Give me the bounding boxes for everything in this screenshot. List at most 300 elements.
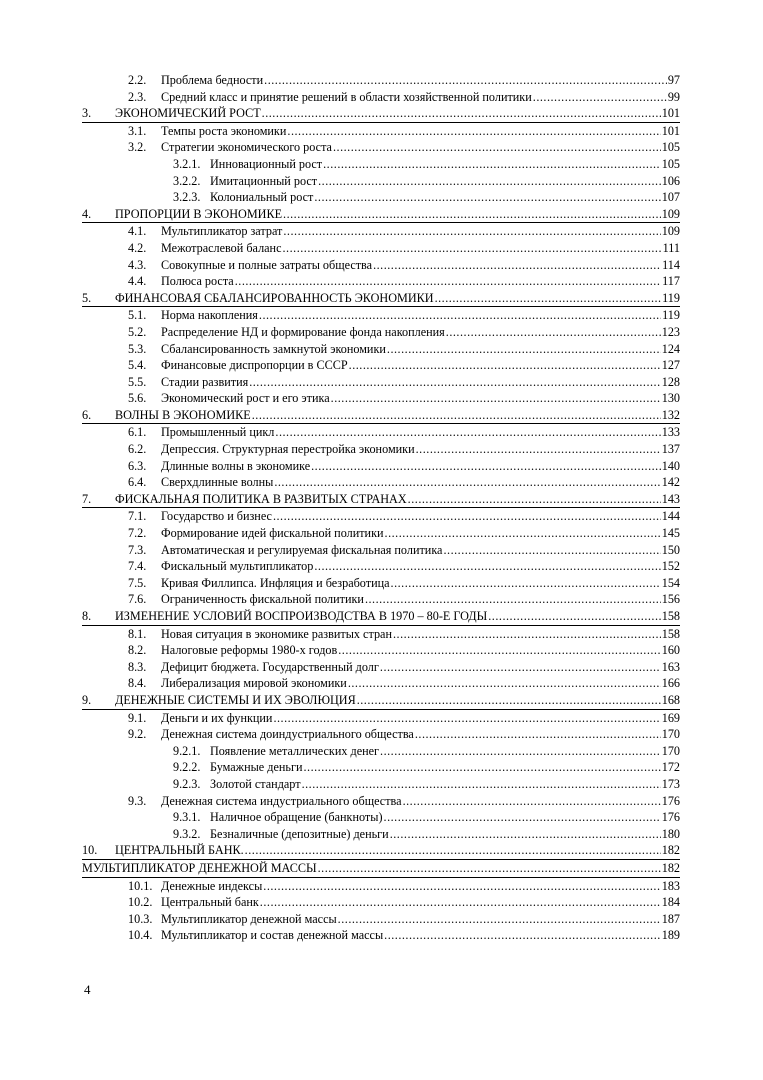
toc-entry[interactable] [82,860,680,878]
toc-entry-number: 9.2. [128,727,147,742]
toc-entry[interactable] [82,776,680,793]
toc-entry[interactable] [82,357,680,374]
toc-entry-page: 152 [661,559,680,574]
toc-entry-page: 109 [661,206,680,221]
dot-leader [443,542,660,559]
toc-entry[interactable] [82,189,680,206]
toc-entry-title: Бумажные деньги [210,760,303,775]
dot-leader [333,139,661,156]
toc-entry[interactable] [82,307,680,324]
toc-entry[interactable] [82,642,680,659]
dot-leader [348,675,661,692]
toc-entry[interactable] [82,842,680,860]
toc-entry-line [210,826,680,843]
toc-entry-title: Государство и бизнес [161,509,272,524]
toc-entry-number: 3.2.1. [173,156,201,171]
toc-entry[interactable] [82,558,680,575]
toc-entry-title: Золотой стандарт [210,776,301,791]
toc-entry-title: Появление металлических денег [210,743,380,758]
toc-entry-line [161,458,680,475]
toc-entry-line [115,692,680,709]
dot-leader [385,525,661,542]
dot-leader [488,608,660,625]
toc-entry[interactable] [82,139,680,156]
toc-entry-title: ЦЕНТРАЛЬНЫЙ БАНК. [115,843,244,858]
toc-entry[interactable] [82,390,680,407]
toc-entry[interactable] [82,759,680,776]
toc-entry[interactable] [82,324,680,341]
toc-entry-page: 137 [661,442,680,457]
dot-leader [365,591,661,608]
dot-leader [416,441,661,458]
toc-entry-page: 97 [667,73,680,87]
toc-entry-line [161,710,680,727]
toc-entry-line [210,156,680,173]
toc-entry-line [161,89,680,106]
dot-leader [262,105,661,122]
toc-entry-page: 142 [661,475,680,490]
toc-entry-title: Формирование идей фискальной политики [161,526,384,541]
toc-entry[interactable] [82,374,680,391]
toc-entry-page: 156 [661,592,680,607]
toc-entry-line [161,474,680,491]
toc-entry-page: 154 [661,575,680,590]
toc-entry-title: Новая ситуация в экономике развитых стран [161,626,392,641]
dot-leader [357,692,661,709]
toc-entry-title: Экономический рост и его этика [161,391,330,406]
toc-entry-number: 6.4. [128,475,147,490]
toc-entry-number: 9.3.2. [173,826,201,841]
toc-entry[interactable] [82,743,680,760]
toc-entry-line [210,809,680,826]
toc-entry-page: 183 [661,878,680,893]
toc-entry-line [115,842,680,859]
toc-entry-title: Налоговые реформы 1980-х годов [161,643,338,658]
toc-entry-number: 7.1. [128,509,147,524]
dot-leader [263,878,660,895]
toc-entry[interactable] [82,508,680,525]
dot-leader [274,474,660,491]
toc-entry-number: 3.2.2. [173,173,201,188]
toc-entry[interactable] [82,491,680,509]
toc-entry-line [161,123,680,140]
toc-entry[interactable] [82,826,680,843]
toc-entry-title: Ограниченность фискальной политики [161,592,364,607]
toc-entry-number: 8.1. [128,626,147,641]
toc-entry-title: Межотраслевой баланс [161,240,282,255]
toc-entry-page: 184 [661,895,680,910]
toc-entry[interactable] [82,575,680,592]
toc-entry-page: 170 [661,727,680,742]
toc-entry[interactable] [82,105,680,123]
toc-entry-line [210,173,680,190]
dot-leader [349,357,661,374]
dot-leader [287,123,660,140]
toc-entry-number: 7.6. [128,592,147,607]
toc-entry-number: 9. [82,692,92,707]
toc-entry-line [115,105,680,122]
toc-entry-number: 9.3.1. [173,810,201,825]
toc-entry-page: 173 [661,776,680,791]
toc-entry[interactable] [82,710,680,727]
toc-entry-number: 5.3. [128,341,147,356]
toc-entry-line [161,927,680,944]
toc-entry-title: ЭКОНОМИЧЕСКИЙ РОСТ [115,106,261,121]
toc-entry-number: 7.3. [128,542,147,557]
toc-entry-page: 105 [661,140,680,155]
toc-entry-page: 132 [661,407,680,422]
toc-entry[interactable] [82,89,680,106]
toc-entry-line [161,675,680,692]
toc-entry-number: 2.3. [128,89,147,104]
toc-entry-page: 163 [661,659,680,674]
dot-leader [273,710,660,727]
toc-entry-page: 166 [661,676,680,691]
dot-leader [446,324,661,341]
toc-entry-page: 176 [661,793,680,808]
toc-entry-line [210,743,680,760]
dot-leader [245,842,661,859]
toc-entry-page: 106 [661,173,680,188]
toc-entry-page: 99 [667,89,680,104]
dot-leader [302,776,661,793]
toc-entry-number: 8. [82,609,92,623]
dot-leader [338,911,661,928]
toc-entry[interactable] [82,458,680,475]
toc-entry-line [161,307,680,324]
toc-entry-line [161,642,680,659]
toc-entry-page: 158 [661,626,680,641]
toc-entry-line [161,390,680,407]
toc-entry[interactable] [82,591,680,608]
toc-entry-number: 5. [82,290,92,305]
toc-entry-page: 169 [661,710,680,725]
toc-entry-line [161,72,680,89]
toc-entry-page: 160 [661,643,680,658]
toc-entry-page: 111 [662,240,680,255]
toc-entry-number: 8.4. [128,676,147,691]
toc-entry-title: Безналичные (депозитные) деньги [210,826,389,841]
toc-entry-page: 105 [661,156,680,171]
dot-leader [264,72,667,89]
toc-entry[interactable] [82,341,680,358]
toc-entry-page: 123 [661,324,680,339]
dot-leader [323,156,661,173]
dot-leader [391,575,661,592]
toc-entry[interactable] [82,223,680,240]
dot-leader [384,927,661,944]
dot-leader [249,374,661,391]
toc-entry-title: Колониальный рост [210,190,314,205]
dot-leader [415,726,661,743]
toc-entry[interactable] [82,626,680,643]
toc-entry-page: 101 [661,123,680,138]
toc-entry-line [161,894,680,911]
dot-leader [435,290,662,307]
toc-entry-number: 3.2. [128,140,147,155]
toc-entry-number: 4. [82,206,92,221]
toc-entry-line [161,575,680,592]
toc-entry-number: 7. [82,491,92,506]
dot-leader [387,341,661,358]
toc-entry-title: ПРОПОРЦИИ В ЭКОНОМИКЕ [115,206,283,221]
toc-entry[interactable] [82,809,680,826]
toc-entry-title: Мультипликатор затрат [161,224,283,239]
toc-entry[interactable] [82,407,680,425]
toc-entry-line [161,542,680,559]
toc-entry-page: 128 [661,374,680,389]
toc-entry[interactable] [82,525,680,542]
dot-leader [373,257,661,274]
toc-entry-page: 143 [661,491,680,506]
toc-entry-number: 6.1. [128,425,147,440]
toc-entry-title: Темпы роста экономики [161,123,287,138]
toc-entry-page: 144 [661,509,680,524]
toc-entry[interactable] [82,156,680,173]
dot-leader [283,223,660,240]
toc-entry-title: ВОЛНЫ В ЭКОНОМИКЕ [115,407,251,422]
toc-entry-title: Полюса роста [161,274,234,289]
toc-entry-line [210,776,680,793]
toc-entry-line [115,290,680,307]
dot-leader [331,390,661,407]
toc-entry-page: 130 [661,391,680,406]
toc-entry-number: 5.4. [128,358,147,373]
toc-entry-line [161,324,680,341]
dot-leader [393,626,661,643]
toc-entry-page: 150 [661,542,680,557]
toc-entry[interactable] [82,441,680,458]
dot-leader [314,558,660,575]
dot-leader [303,759,660,776]
toc-entry[interactable] [82,793,680,810]
toc-entry-line [161,139,680,156]
toc-entry[interactable] [82,659,680,676]
dot-leader [533,89,667,106]
toc-entry-line [161,273,680,290]
dot-leader [314,189,660,206]
toc-entry-number: 5.2. [128,324,147,339]
toc-entry-title: Стадии развития [161,374,249,389]
toc-entry-page: 133 [661,425,680,440]
toc-entry-line [161,558,680,575]
toc-entry-title: Кривая Филлипса. Инфляция и безработица [161,575,390,590]
dot-leader [283,240,662,257]
dot-leader [403,793,661,810]
toc-entry-page: 119 [662,308,680,323]
toc-entry[interactable] [82,206,680,224]
toc-entry-page: 158 [661,609,680,623]
toc-entry-page: 114 [662,257,680,272]
toc-entry[interactable] [82,726,680,743]
toc-entry-number: 9.2.3. [173,776,201,791]
toc-entry[interactable] [82,290,680,308]
toc-entry-number: 3.1. [128,123,147,138]
dot-leader [235,273,661,290]
toc-entry-title: Дефицит бюджета. Государственный долг [161,659,379,674]
toc-entry-title: Наличное обращение (банкноты) [210,810,383,825]
toc-entry-line [161,357,680,374]
toc-entry-number: 7.5. [128,575,147,590]
toc-entry[interactable] [82,173,680,190]
toc-entry-page: 127 [661,358,680,373]
dot-leader [380,743,661,760]
toc-entry[interactable] [82,608,680,626]
toc-entry[interactable] [82,240,680,257]
toc-entry-number: 8.3. [128,659,147,674]
toc-entry-line [210,759,680,776]
toc-entry-title: Центральный банк [161,895,259,910]
toc-entry-page: 180 [661,826,680,841]
toc-entry-title: Распределение НД и формирование фонда накопления [161,324,445,339]
toc-entry-line [161,525,680,542]
toc-entry-number: 4.3. [128,257,147,272]
toc-entry[interactable] [82,911,680,928]
toc-entry-number: 9.1. [128,710,147,725]
toc-entry-page: 119 [662,290,680,305]
toc-entry-line [161,508,680,525]
toc-entry-line [115,491,680,508]
toc-entry-title: Инновационный рост [210,156,323,171]
toc-entry[interactable] [82,927,680,944]
table-of-contents [82,72,680,944]
toc-entry-title: Норма накопления [161,308,258,323]
toc-entry[interactable] [82,894,680,911]
dot-leader [275,424,660,441]
toc-entry-page: 172 [661,760,680,775]
toc-entry[interactable] [82,474,680,491]
dot-leader [318,173,661,190]
toc-entry-title: Совокупные и полные затраты общества [161,257,373,272]
toc-entry-page: 101 [661,106,680,121]
toc-entry-line [161,659,680,676]
toc-entry-page: 109 [661,224,680,239]
dot-leader [311,458,661,475]
toc-entry-title: Депрессия. Структурная перестройка экономики [161,442,415,457]
toc-entry-line [161,223,680,240]
toc-entry-number: 10.3. [128,911,153,926]
dot-leader [259,307,661,324]
toc-entry-title: Мультипликатор денежной массы [161,911,337,926]
toc-entry-title: ДЕНЕЖНЫЕ СИСТЕМЫ И ИХ ЭВОЛЮЦИЯ [115,692,356,707]
toc-entry-line [115,407,680,424]
toc-entry-title: Денежная система доиндустриального общества [161,727,414,742]
toc-entry-title: Проблема бедности [161,73,264,87]
toc-entry-page: 124 [661,341,680,356]
toc-entry[interactable] [82,257,680,274]
toc-entry-page: 168 [661,692,680,707]
page-number: 4 [84,982,91,997]
toc-entry-number: 5.6. [128,391,147,406]
toc-entry-title: Стратегии экономического роста [161,140,332,155]
toc-entry-line [161,911,680,928]
toc-entry-title: Либерализация мировой экономики [161,676,347,691]
toc-entry-number: 8.2. [128,643,147,658]
toc-entry-number: 10.2. [128,895,153,910]
toc-entry-title: Сбалансированность замкнутой экономики [161,341,386,356]
toc-entry-title: Имитационный рост [210,173,318,188]
toc-entry-title: Автоматическая и регулируемая фискальная политика [161,542,443,557]
toc-entry-title: ФИНАНСОВАЯ СБАЛАНСИРОВАННОСТЬ ЭКОНОМИКИ [115,290,434,305]
toc-entry-number: 4.2. [128,240,147,255]
toc-entry-number: 10.1. [128,878,153,893]
dot-leader [380,659,661,676]
toc-entry[interactable] [82,692,680,710]
toc-entry[interactable] [82,424,680,441]
toc-entry[interactable] [82,878,680,895]
toc-entry-title: Длинные волны в экономике [161,458,311,473]
toc-entry-number: 6.2. [128,442,147,457]
toc-entry-title: Промышленный цикл [161,425,275,440]
toc-entry[interactable] [82,542,680,559]
dot-leader [384,809,661,826]
toc-entry-number: 7.2. [128,526,147,541]
toc-entry-number: 7.4. [128,559,147,574]
toc-entry-title: Денежная система индустриального общества [161,793,402,808]
toc-entry-number: 5.1. [128,308,147,323]
toc-entry-page: 170 [661,743,680,758]
toc-entry-line [161,424,680,441]
toc-entry-title: Фискальный мультипликатор [161,559,314,574]
toc-entry-line [161,341,680,358]
toc-entry-number: 4.4. [128,274,147,289]
toc-entry[interactable] [82,72,680,89]
toc-entry-line [161,441,680,458]
toc-entry[interactable] [82,123,680,140]
toc-entry-line [161,878,680,895]
toc-entry-number: 6.3. [128,458,147,473]
toc-entry-number: 6. [82,407,92,422]
toc-entry-page: 182 [661,843,680,858]
dot-leader [252,407,661,424]
toc-entry-line [161,793,680,810]
toc-entry-title: Деньги и их функции [161,710,273,725]
toc-entry-title: Средний класс и принятие решений в области хозяйственной политики [161,89,532,104]
toc-entry-number: 3. [82,106,92,121]
toc-entry-number: 9.2.2. [173,760,201,775]
toc-entry-title: Мультипликатор и состав денежной массы [161,928,384,943]
toc-entry-number: 4.1. [128,224,147,239]
toc-entry-title: ИЗМЕНЕНИЕ УСЛОВИЙ ВОСПРОИЗВОДСТВА В 1970 – 80-Е ГОДЫ [115,609,488,623]
toc-entry-page: 145 [661,526,680,541]
toc-entry-page: 107 [661,190,680,205]
toc-entry-page: 189 [661,928,680,943]
toc-entry-line [115,206,680,223]
toc-entry-number: 5.5. [128,374,147,389]
toc-entry-title: ФИСКАЛЬНАЯ ПОЛИТИКА В РАЗВИТЫХ СТРАНАХ [115,491,407,506]
dot-leader [390,826,661,843]
toc-entry-number: 10.4. [128,928,153,943]
toc-entry-number: 3.2.3. [173,190,201,205]
toc-entry-page: 182 [661,860,680,875]
toc-entry[interactable] [82,675,680,692]
dot-leader [283,206,661,223]
toc-entry-page: 187 [661,911,680,926]
toc-entry[interactable] [82,273,680,290]
dot-leader [260,894,661,911]
toc-entry-page: 140 [661,458,680,473]
toc-entry-line [161,626,680,643]
dot-leader [338,642,660,659]
dot-leader [273,508,661,525]
toc-entry-title: МУЛЬТИПЛИКАТОР ДЕНЕЖНОЙ МАССЫ [82,860,317,875]
toc-entry-line [161,240,680,257]
toc-entry-page: 176 [661,810,680,825]
toc-entry-number: 9.3. [128,793,147,808]
toc-entry-title: Финансовые диспропорции в СССР [161,358,348,373]
toc-entry-line [161,591,680,608]
toc-entry-page: 117 [662,274,680,289]
